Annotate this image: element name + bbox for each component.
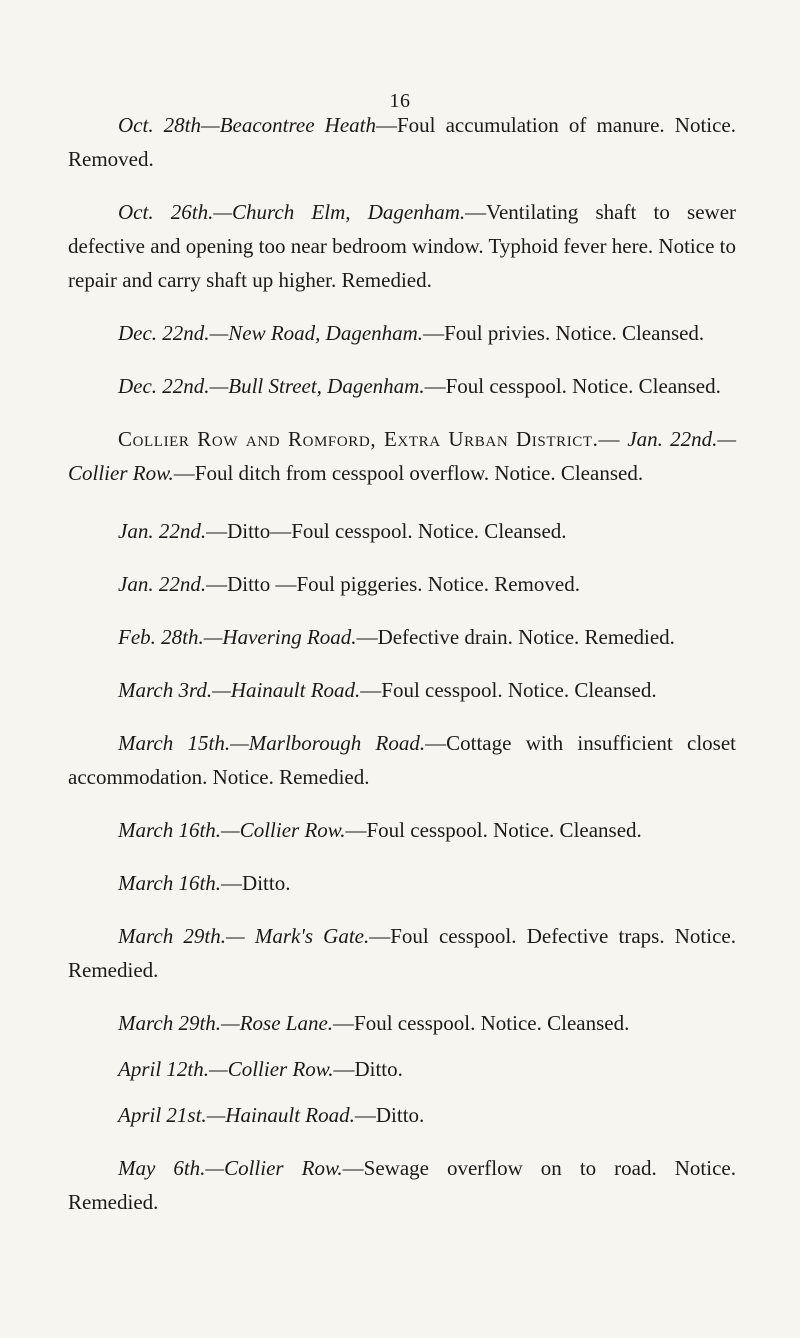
entry-date: Jan. 22nd. <box>118 519 207 543</box>
entry-place: —Havering Road. <box>203 625 357 649</box>
entry-date: Oct. 28th <box>118 113 202 137</box>
entry-text: —Ditto. <box>333 1057 403 1081</box>
entry-text: —Foul cesspool. Notice. Cleansed. <box>333 1011 630 1035</box>
entry <box>68 919 736 987</box>
entry-place: —Collier Row. <box>205 1156 343 1180</box>
entry <box>68 369 736 403</box>
entry-place: —Collier Row. <box>68 427 737 485</box>
entry-place: —Church Elm, Dagenham. <box>213 200 466 224</box>
entry-text: —Foul ditch from cesspool overflow. Notice. Cleansed. <box>173 461 644 485</box>
entry <box>68 1098 736 1132</box>
entry-date: Dec. 22nd. <box>118 321 210 345</box>
entry-text: —Ditto. <box>354 1103 425 1127</box>
entry <box>68 567 736 601</box>
entry-place: — Mark's Gate. <box>225 924 370 948</box>
entry-place: —Hainault Road. <box>212 678 361 702</box>
entry-date: March 16th. <box>118 871 222 895</box>
entry-text: —Foul cesspool. Notice. Cleansed. <box>345 818 642 842</box>
entry-text: —Ditto. <box>221 871 291 895</box>
entry-list <box>68 108 736 1219</box>
entry-text: —Foul accumulation of manure. Notice. Removed. <box>68 113 737 171</box>
entry-place: —Hainault Road. <box>206 1103 355 1127</box>
entry-place: —Marlborough Road. <box>230 731 426 755</box>
page-number: 16 <box>389 90 411 112</box>
entry <box>68 1006 736 1040</box>
entry <box>68 1052 736 1086</box>
entry-place: —Collier Row. <box>209 1057 334 1081</box>
entry-place: —Beacontree Heath <box>201 113 376 137</box>
entry <box>68 673 736 707</box>
entry-place: —Rose Lane. <box>221 1011 334 1035</box>
entry-date: April 21st. <box>118 1103 207 1127</box>
entry-date: March 16th. <box>118 818 222 842</box>
entry-date: May 6th. <box>118 1156 206 1180</box>
entry-text: —Ditto—Foul cesspool. Notice. Cleansed. <box>206 519 567 543</box>
entry <box>68 514 736 548</box>
entry-date: April 12th. <box>118 1057 210 1081</box>
entry <box>68 108 736 176</box>
entry <box>68 866 736 900</box>
entry-text: —Ventilating shaft to sewer defective and opening too near bedroom window. Typhoid fever here. Notice to repair and carry shaft up higher. Remedied. <box>68 200 737 292</box>
entry-text: —Foul cesspool. Notice. Cleansed. <box>360 678 657 702</box>
entry <box>68 813 736 847</box>
entry-date: Feb. 28th. <box>118 625 204 649</box>
entry <box>68 620 736 654</box>
entry-text: —Foul cesspool. Defective traps. Notice. Remedied. <box>68 924 736 982</box>
entry-date: Jan. 22nd. <box>118 572 207 596</box>
entry-text: —Cottage with insufficient closet accommodation. Notice. Remedied. <box>68 731 736 789</box>
entry-place: —New Road, Dagenham. <box>209 321 424 345</box>
entry-place: —Collier Row. <box>221 818 346 842</box>
entry <box>68 1151 736 1219</box>
district-heading: Collier Row and Romford, Extra Urban District.— <box>118 427 621 451</box>
entry <box>68 726 736 794</box>
entry-text: —Foul cesspool. Notice. Cleansed. <box>424 374 721 398</box>
entry-place: —Bull Street, Dagenham. <box>209 374 425 398</box>
entry-date: Jan. 22nd. <box>627 427 718 451</box>
entry <box>68 316 736 350</box>
entry-text: —Ditto —Foul piggeries. Notice. Removed. <box>206 572 580 596</box>
entry-date: March 15th. <box>118 731 231 755</box>
entry-date: Oct. 26th. <box>118 200 214 224</box>
entry-with-heading <box>68 422 736 490</box>
entry-date: March 29th. <box>118 1011 222 1035</box>
entry-date: March 3rd. <box>118 678 213 702</box>
entry-text: —Sewage overflow on to road. Notice. Remedied. <box>68 1156 736 1214</box>
entry <box>68 195 736 297</box>
entry-date: March 29th. <box>118 924 226 948</box>
entry-date: Dec. 22nd. <box>118 374 210 398</box>
entry-text: —Foul privies. Notice. Cleansed. <box>423 321 705 345</box>
entry-text: —Defective drain. Notice. Remedied. <box>356 625 675 649</box>
